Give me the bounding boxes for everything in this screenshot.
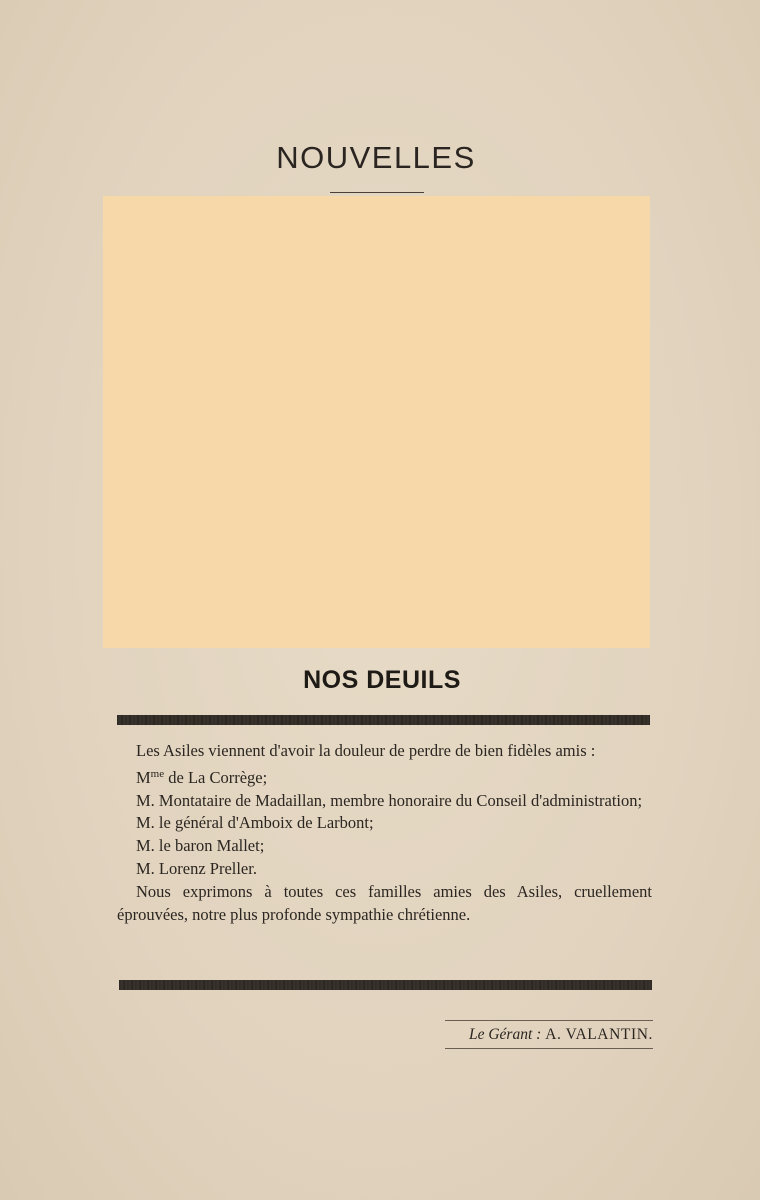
list-item [117,763,652,790]
list-item: M. Lorenz Preller. [136,858,257,878]
item-prefix: M [136,767,151,787]
signature-line [445,1020,653,1049]
redacted-block [103,196,650,648]
title-rule [330,192,424,193]
list-item: M. le baron Mallet; [136,836,265,856]
signature-name: A. VALANTIN. [545,1026,653,1043]
signature-role: Le Gérant : [468,1026,542,1043]
deuils-title: NOS DEUILS [303,666,461,694]
deuils-body [117,740,652,926]
section-title: NOUVELLES [276,140,476,175]
list-item: M. le général d'Amboix de Larbont; [136,813,374,833]
item-text: de La Corrège; [164,767,268,787]
bottom-ornamental-bar [119,980,652,990]
list-item: M. Montataire de Madaillan, membre honoraire du Conseil d'administration; [136,790,643,810]
closing-paragraph: Nous exprimons à toutes ces familles amies des Asiles, cruellement éprouvées, notre plus profonde sympathie chrétienne. [117,881,652,924]
intro-paragraph: Les Asiles viennent d'avoir la douleur de perdre de bien fidèles amis : [136,741,596,760]
top-ornamental-bar [117,715,650,725]
item-superscript: me [150,767,165,780]
